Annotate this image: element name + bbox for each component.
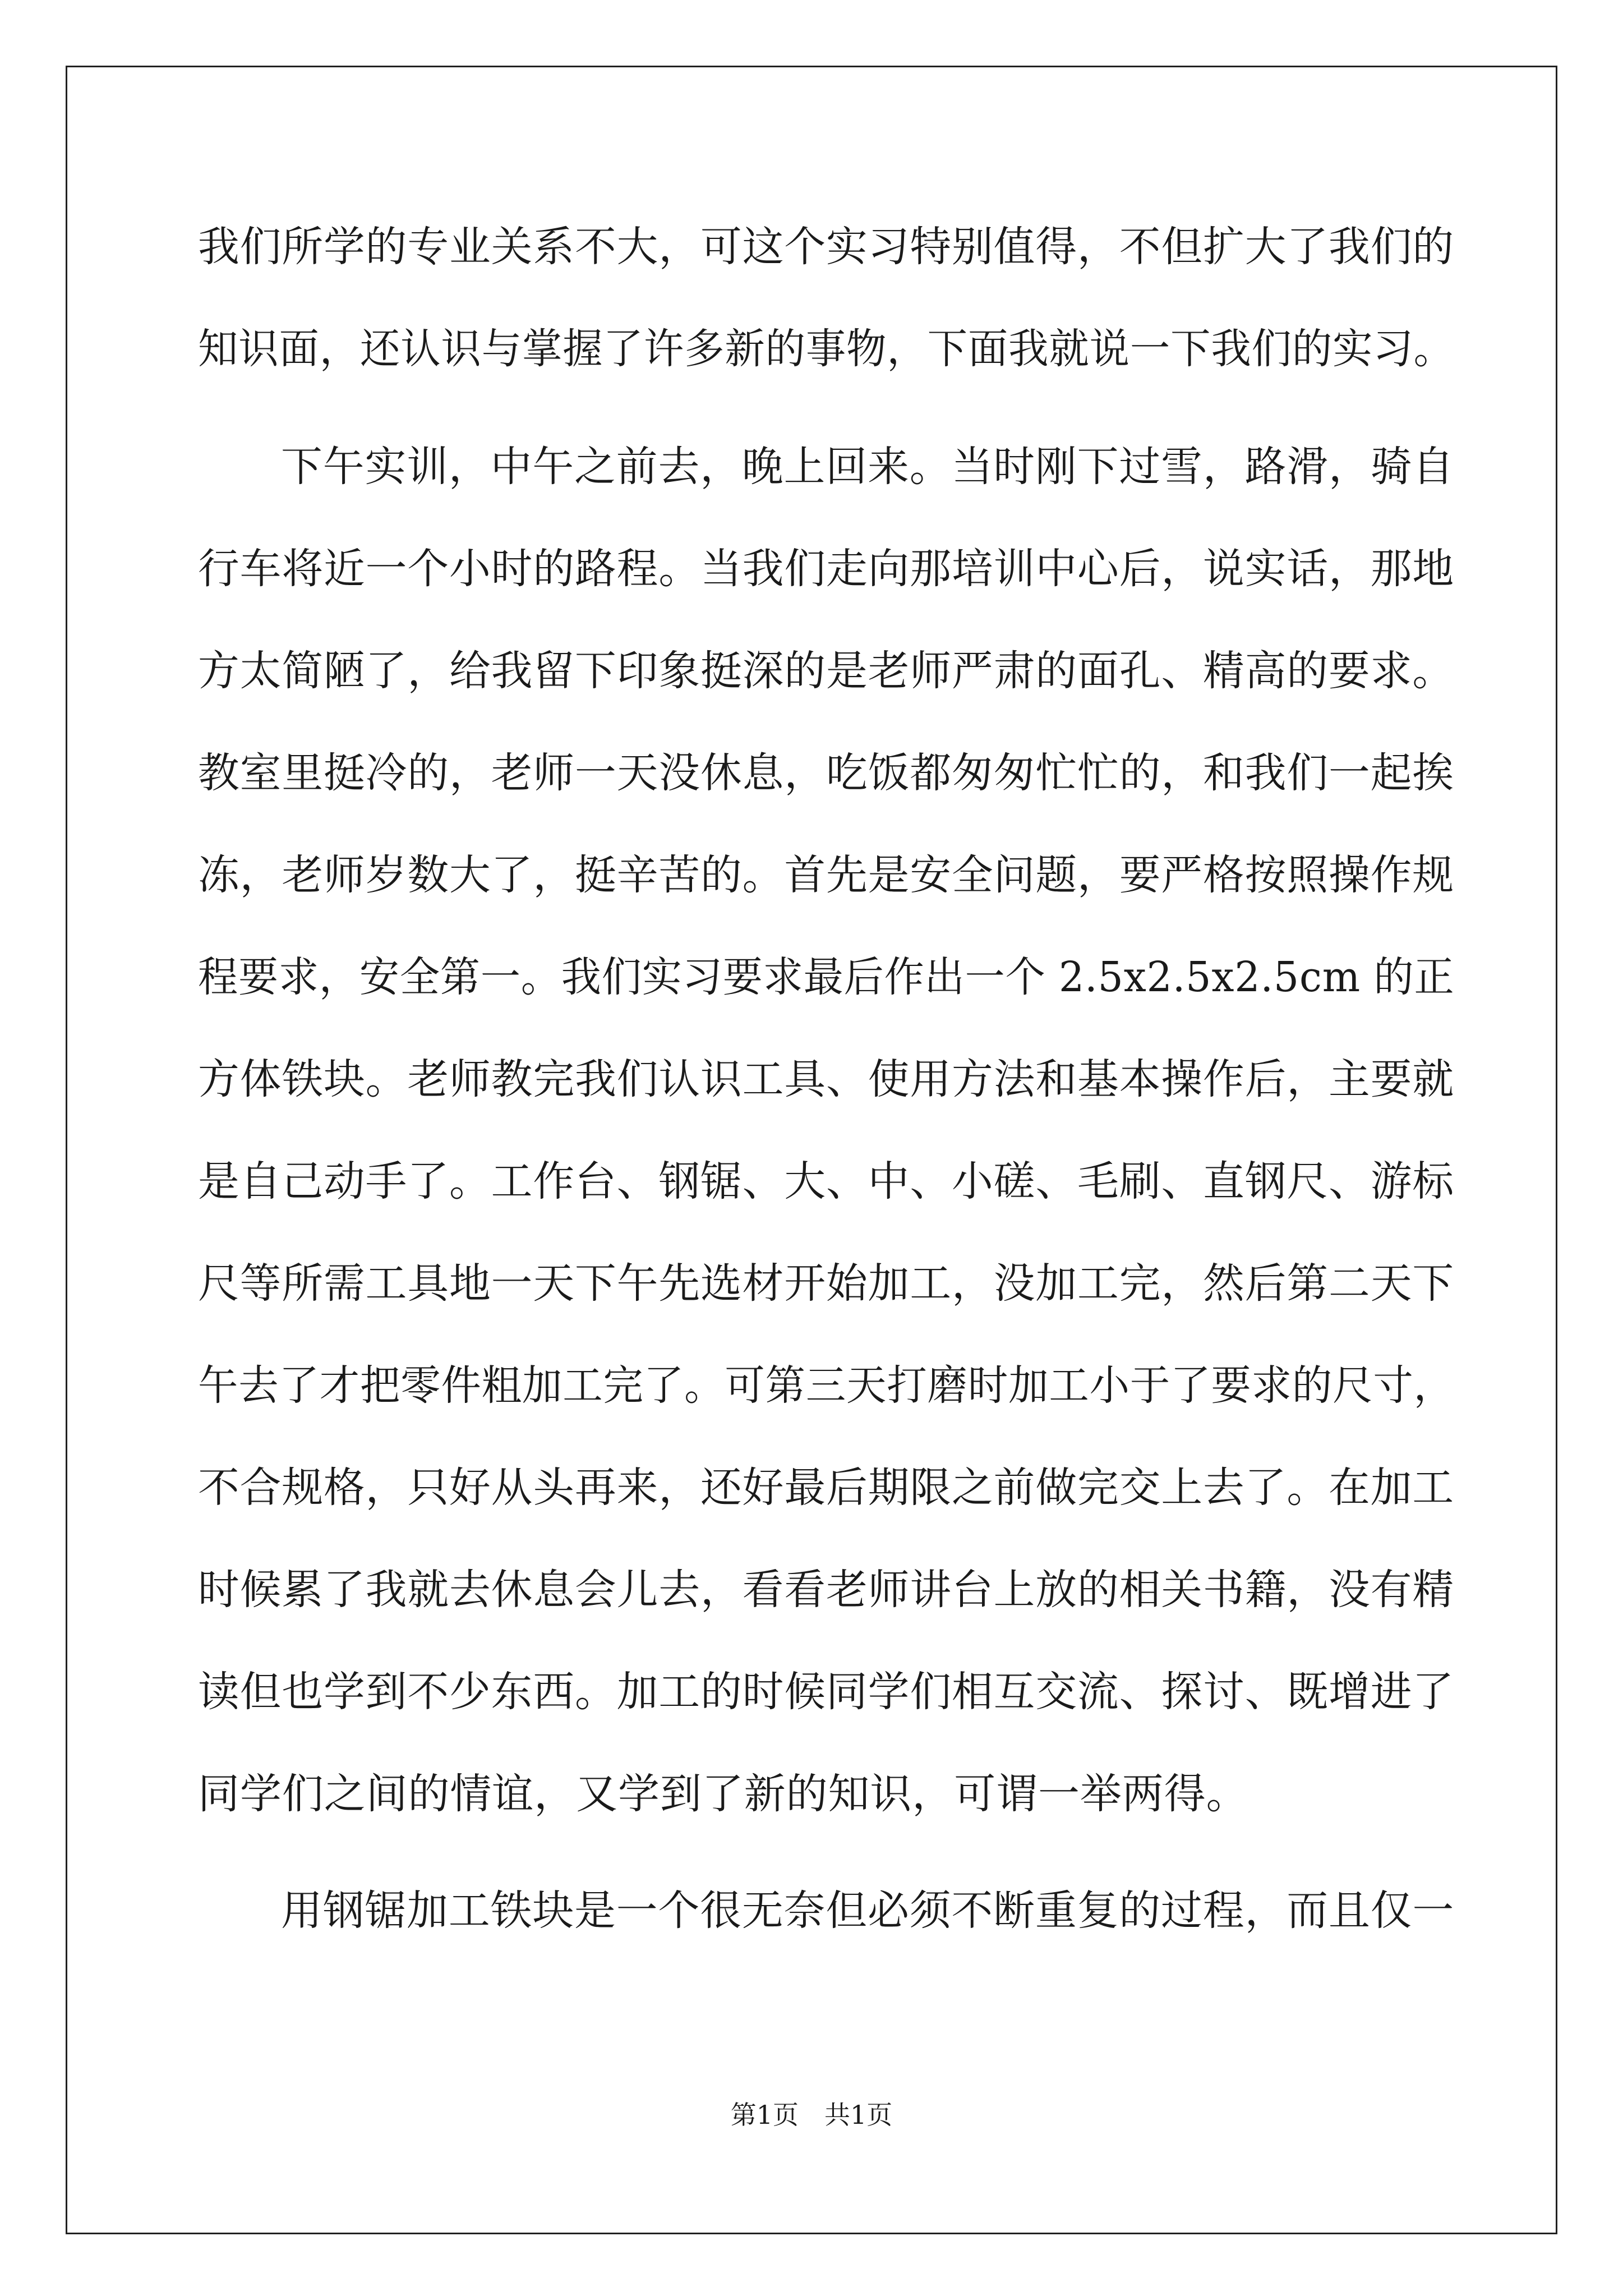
text-line: 我们所学的专业关系不大，可这个实习特别值得，不但扩大了我们的 <box>198 223 1455 271</box>
paragraph-first-line: 用钢锯加工铁块是一个很无奈但必须不断重复的过程，而且仅一 <box>281 1887 1455 1935</box>
text-line: 方体铁块。老师教完我们认识工具、使用方法和基本操作后，主要就 <box>198 1055 1455 1103</box>
text-line: 是自己动手了。工作台、钢锯、大、中、小磋、毛刷、直钢尺、游标 <box>198 1157 1455 1205</box>
text-line: 行车将近一个小时的路程。当我们走向那培训中心后，说实话，那地 <box>198 545 1455 593</box>
page-footer: 第1页 共1页 <box>730 2100 893 2130</box>
text-line: 程要求，安全第一。我们实习要求最后作出一个 2.5x2.5x2.5cm 的正 <box>198 953 1455 1001</box>
text-line: 冻，老师岁数大了，挺辛苦的。首先是安全问题，要严格按照操作规 <box>198 851 1455 899</box>
text-line: 读但也学到不少东西。加工的时候同学们相互交流、探讨、既增进了 <box>198 1668 1455 1716</box>
text-line: 尺等所需工具地一天下午先选材开始加工，没加工完，然后第二天下 <box>198 1259 1455 1308</box>
text-line: 教室里挺冷的，老师一天没休息，吃饭都匆匆忙忙的，和我们一起挨 <box>198 749 1455 797</box>
text-line: 时候累了我就去休息会儿去，看看老师讲台上放的相关书籍，没有精 <box>198 1566 1455 1614</box>
paragraph-first-line: 下午实训，中午之前去，晚上回来。当时刚下过雪，路滑，骑自 <box>281 443 1455 491</box>
text-line: 知识面，还认识与掌握了许多新的事物，下面我就说一下我们的实习。 <box>198 325 1454 373</box>
text-line: 同学们之间的情谊，又学到了新的知识，可谓一举两得。 <box>198 1770 1248 1818</box>
text-line: 不合规格，只好从头再来，还好最后期限之前做完交上去了。在加工 <box>198 1464 1455 1512</box>
text-line: 方太简陋了，给我留下印象挺深的是老师严肃的面孔、精高的要求。 <box>198 647 1455 695</box>
text-line: 午去了才把零件粗加工完了。可第三天打磨时加工小于了要求的尺寸， <box>198 1361 1454 1410</box>
